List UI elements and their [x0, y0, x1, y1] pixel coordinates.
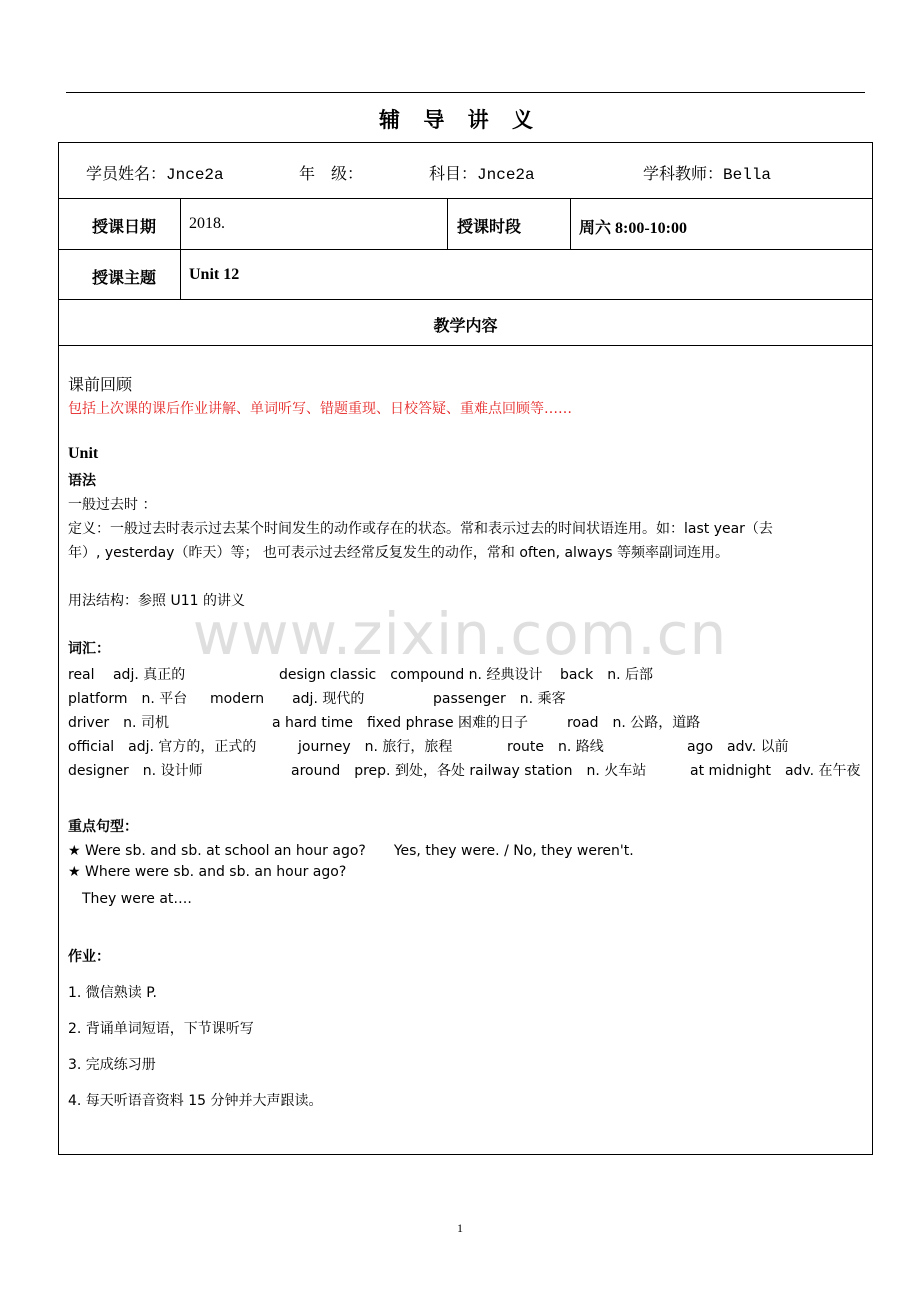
student-name-value: Jnce2a	[166, 166, 224, 184]
tense-title: 一般过去时 ：	[68, 497, 157, 513]
date-value: 2018.	[189, 215, 225, 232]
student-name-label: 学员姓名：	[86, 164, 167, 183]
vocab-heading: 词汇：	[68, 641, 110, 657]
top-rule	[66, 92, 865, 93]
grammar-heading: 语法	[68, 473, 96, 489]
vocab-item: route n. 路线	[507, 739, 604, 755]
vocab-item: at midnight adv. 在午夜	[690, 763, 861, 779]
homework-item: 2. 背诵单词短语，下节课听写	[68, 1021, 254, 1037]
subject-cell	[429, 161, 535, 184]
grade-label: 年 级：	[299, 164, 364, 183]
vocab-item: ago adv. 以前	[687, 739, 789, 755]
vocab-item: modern adj. 现代的	[210, 691, 365, 707]
sentence-item: They were at….	[68, 891, 192, 907]
document-title: 辅 导 讲 义	[379, 108, 541, 132]
topic-label: 授课主题	[92, 268, 157, 287]
teacher-label: 学科教师：	[643, 164, 724, 183]
definition-line-2: 年）, yesterday（昨天）等； 也可表示过去经常反复发生的动作，常和 often, always 等频率副词连用。	[68, 545, 730, 561]
subject-value: Jnce2a	[477, 166, 535, 184]
column-divider	[570, 198, 571, 249]
vocab-item: design classic compound n. 经典设计	[279, 667, 543, 683]
teacher-cell	[643, 161, 771, 184]
column-divider	[447, 198, 448, 249]
vocab-item: back n. 后部	[560, 667, 654, 683]
topic-value: Unit 12	[189, 266, 240, 283]
date-label: 授课日期	[92, 217, 157, 236]
vocab-item: real adj. 真正的	[68, 667, 186, 683]
homework-heading: 作业：	[68, 949, 110, 965]
review-heading: 课前回顾	[68, 375, 133, 394]
page-number: 1	[457, 1221, 463, 1235]
definition-line-1: 定义：一般过去时表示过去某个时间发生的动作或存在的状态。常和表示过去的时间状语连用。如：last year（去	[68, 521, 773, 537]
vocab-item: road n. 公路，道路	[567, 715, 701, 731]
sentence-item: ★ Where were sb. and sb. an hour ago?	[68, 864, 347, 880]
student-name-cell	[86, 161, 224, 184]
content-heading: 教学内容	[433, 316, 498, 335]
teacher-value: Bella	[723, 166, 772, 184]
row-divider	[59, 345, 872, 346]
homework-item: 4. 每天听语音资料 15 分钟并大声跟读。	[68, 1093, 323, 1109]
homework-item: 3. 完成练习册	[68, 1057, 156, 1073]
homework-item: 1. 微信熟读 P.	[68, 985, 157, 1001]
unit-heading: Unit	[68, 445, 99, 462]
vocab-item: designer n. 设计师	[68, 763, 203, 779]
usage-structure: 用法结构：参照 U11 的讲义	[68, 593, 245, 609]
sentence-item: ★ Were sb. and sb. at school an hour ago? Yes, they were. / No, they weren't.	[68, 843, 634, 859]
vocab-item: passenger n. 乘客	[433, 691, 566, 707]
subject-label: 科目：	[429, 164, 478, 183]
watermark: www.zixin.com.cn	[192, 600, 728, 668]
period-value: 周六 8:00-10:00	[579, 220, 687, 237]
vocab-item: around prep. 到处，各处 railway station n. 火车站	[291, 763, 647, 779]
sentences-heading: 重点句型：	[68, 819, 138, 835]
vocab-item: journey n. 旅行，旅程	[298, 739, 453, 755]
vocab-item: a hard time fixed phrase 困难的日子	[272, 715, 529, 731]
vocab-item: platform n. 平台	[68, 691, 188, 707]
vocab-item: official adj. 官方的，正式的	[68, 739, 257, 755]
vocab-item: driver n. 司机	[68, 715, 169, 731]
period-label: 授课时段	[457, 217, 522, 236]
review-note: 包括上次课的课后作业讲解、单词听写、错题重现、日校答疑、重难点回顾等……	[68, 401, 572, 417]
column-divider	[180, 198, 181, 300]
